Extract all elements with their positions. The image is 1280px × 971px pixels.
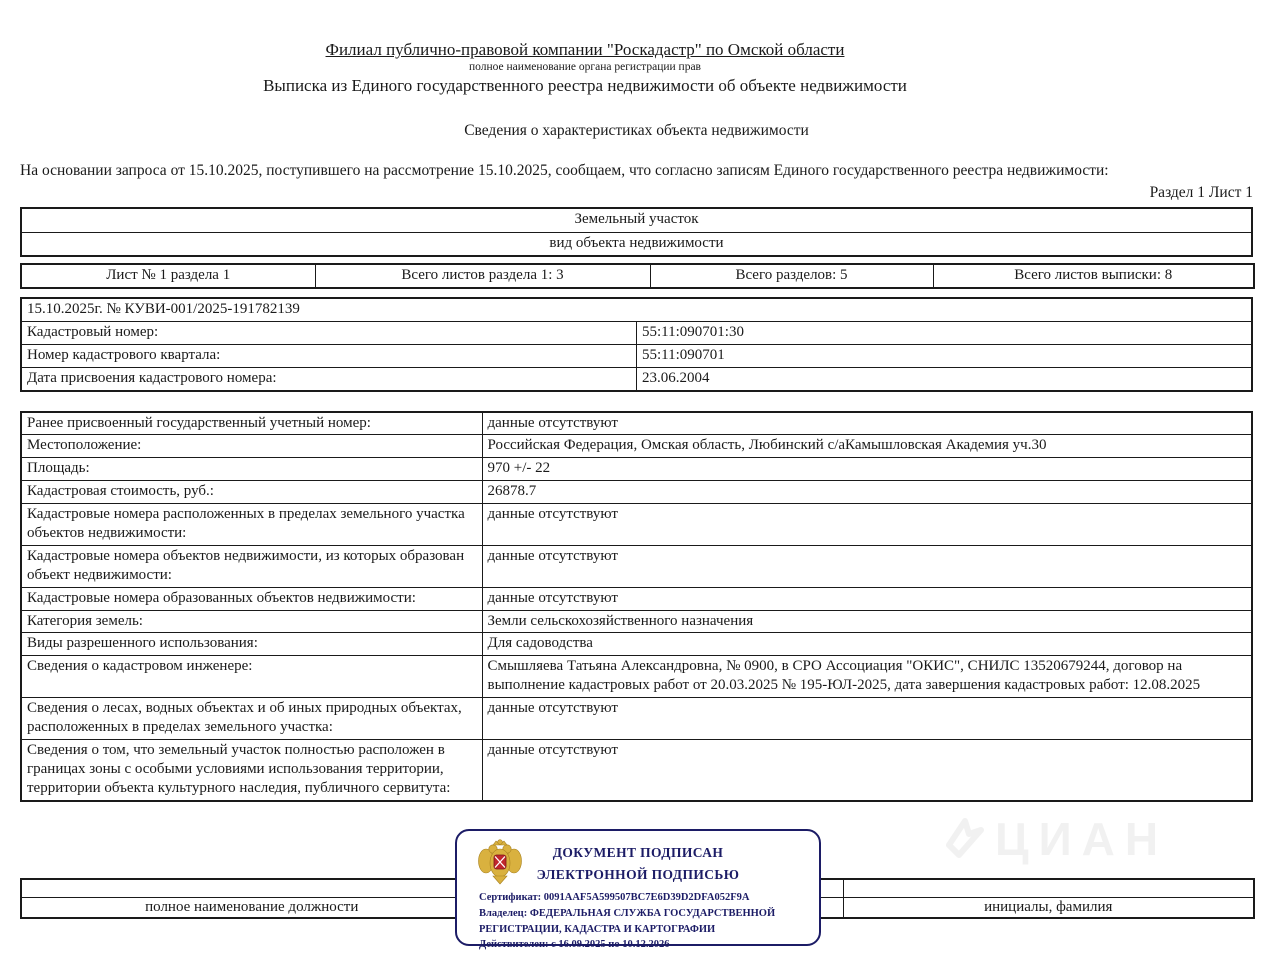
row-value: данные отсутствуют <box>482 504 1252 546</box>
coat-of-arms-icon <box>477 838 523 891</box>
cadastral-table <box>20 297 1253 392</box>
table-row <box>21 610 1252 633</box>
stamp-title-line1: ДОКУМЕНТ ПОДПИСАН <box>552 845 724 860</box>
signature-cell-right <box>843 879 1254 897</box>
signature-cell-left <box>21 879 482 897</box>
section-title: Сведения о характеристиках объекта недвижимости <box>464 122 809 139</box>
validity-line: Действителен: с 16.09.2025 по 10.12.2026 <box>479 939 670 951</box>
table-row <box>21 545 1252 587</box>
row-label: Кадастровый номер: <box>21 321 637 344</box>
org-caption: полное наименование органа регистрации прав <box>469 61 701 73</box>
table-row <box>21 739 1252 800</box>
row-value: Смышляева Татьяна Александровна, № 0900, в СРО Ассоциация "ОКИС", СНИЛС 13520679244, договор на выполнение кадастровых работ от 20.03.2025 № 195-ЮЛ-2025, дата завершения кадастровых работ: 12.08.2025 <box>482 656 1252 698</box>
row-value: данные отсутствуют <box>482 412 1252 435</box>
table-row <box>21 481 1252 504</box>
table-row <box>21 208 1252 232</box>
table-row <box>21 412 1252 435</box>
sheet-info-table <box>20 263 1255 289</box>
request-number: 15.10.2025г. № КУВИ-001/2025-191782139 <box>21 298 1252 321</box>
table-row <box>21 587 1252 610</box>
digital-signature-stamp <box>455 829 821 951</box>
org-name: Филиал публично-правовой компании "Роскадастр" по Омской области <box>325 40 845 59</box>
row-label: Сведения о том, что земельный участок полностью расположен в границах зоны с особыми условиями использования территории, территории объекта культурного наследия, публичного сервитута: <box>21 739 482 800</box>
row-label: Ранее присвоенный государственный учетный номер: <box>21 412 482 435</box>
watermark-text: ЦИАН <box>995 813 1169 865</box>
position-label: полное наименование должности <box>21 897 482 918</box>
row-label: Виды разрешенного использования: <box>21 633 482 656</box>
certificate-line: Сертификат: 0091AAF5A599507BC7E6D39D2DFA052F9A <box>479 892 750 904</box>
table-row <box>21 458 1252 481</box>
name-label: инициалы, фамилия <box>843 897 1254 918</box>
row-value: 55:11:090701:30 <box>637 321 1253 344</box>
row-label: Дата присвоения кадастрового номера: <box>21 367 637 390</box>
row-value: данные отсутствуют <box>482 739 1252 800</box>
table-row <box>21 264 1254 288</box>
row-label: Площадь: <box>21 458 482 481</box>
row-value: 55:11:090701 <box>637 344 1253 367</box>
row-label: Сведения о кадастровом инженере: <box>21 656 482 698</box>
row-value: Земли сельскохозяйственного назначения <box>482 610 1252 633</box>
table-row <box>21 698 1252 740</box>
table-row <box>21 633 1252 656</box>
extract-sheets-total-cell: Всего листов выписки: 8 <box>933 264 1254 288</box>
row-label: Местоположение: <box>21 435 482 458</box>
table-row <box>21 367 1252 390</box>
row-label: Категория земель: <box>21 610 482 633</box>
table-row <box>21 435 1252 458</box>
sections-total-cell: Всего разделов: 5 <box>650 264 933 288</box>
object-type-table <box>20 207 1253 257</box>
row-value: данные отсутствуют <box>482 545 1252 587</box>
row-label: Сведения о лесах, водных объектах и об иных природных объектах, расположенных в пределах земельного участка: <box>21 698 482 740</box>
table-row <box>21 344 1252 367</box>
details-table <box>20 411 1253 802</box>
row-value: Российская Федерация, Омская область, Любинский с/аКамышловская Академия уч.30 <box>482 435 1252 458</box>
object-type-caption: вид объекта недвижимости <box>21 232 1252 256</box>
row-value: 970 +/- 22 <box>482 458 1252 481</box>
row-value: данные отсутствуют <box>482 698 1252 740</box>
row-value: 26878.7 <box>482 481 1252 504</box>
row-label: Кадастровые номера образованных объектов недвижимости: <box>21 587 482 610</box>
request-line: На основании запроса от 15.10.2025, поступившего на рассмотрение 15.10.2025, сообщаем, что согласно записям Единого государственного реестра недвижимости: <box>20 162 1109 179</box>
table-row <box>21 298 1252 321</box>
row-label: Кадастровые номера объектов недвижимости, из которых образован объект недвижимости: <box>21 545 482 587</box>
row-label: Кадастровые номера расположенных в пределах земельного участка объектов недвижимости: <box>21 504 482 546</box>
row-value: Для садоводства <box>482 633 1252 656</box>
table-row <box>21 321 1252 344</box>
row-label: Кадастровая стоимость, руб.: <box>21 481 482 504</box>
row-label: Номер кадастрового квартала: <box>21 344 637 367</box>
section-sheets-total-cell: Всего листов раздела 1: 3 <box>315 264 650 288</box>
row-value: данные отсутствуют <box>482 587 1252 610</box>
table-row <box>21 232 1252 256</box>
table-row <box>21 656 1252 698</box>
owner-line: Владелец: ФЕДЕРАЛЬНАЯ СЛУЖБА ГОСУДАРСТВЕННОЙ РЕГИСТРАЦИИ, КАДАСТРА И КАРТОГРАФИИ <box>479 907 776 935</box>
section-sheet-label: Раздел 1 Лист 1 <box>1149 184 1253 201</box>
doc-title: Выписка из Единого государственного реестра недвижимости об объекте недвижимости <box>263 76 907 95</box>
row-value: 23.06.2004 <box>637 367 1253 390</box>
object-type: Земельный участок <box>21 208 1252 232</box>
sheet-number-cell: Лист № 1 раздела 1 <box>21 264 315 288</box>
cian-watermark <box>943 812 1168 866</box>
cian-logo-icon <box>943 815 985 864</box>
stamp-title-line2: ЭЛЕКТРОННОЙ ПОДПИСЬЮ <box>536 866 740 882</box>
table-row <box>21 504 1252 546</box>
document-header <box>0 0 1170 96</box>
